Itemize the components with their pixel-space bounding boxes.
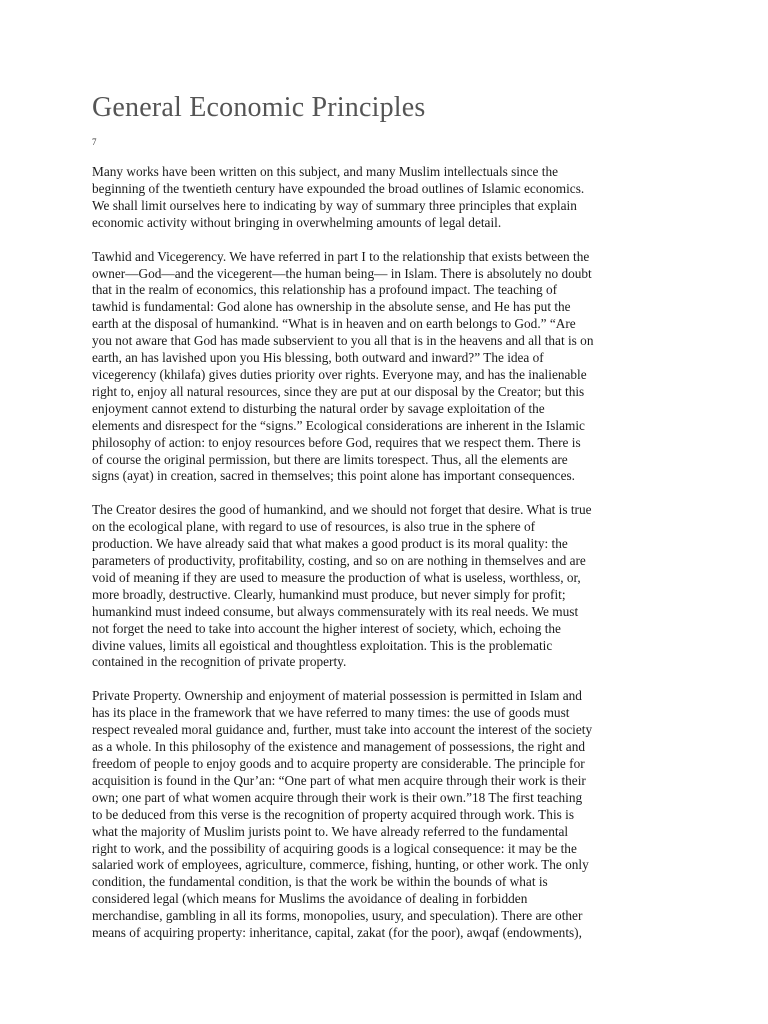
paragraph bbox=[92, 249, 682, 486]
text-line: own; one part of what women acquire through their work is their own.”18 The first teaching bbox=[92, 789, 583, 805]
text-line: that in the realm of economics, this relationship has a profound impact. The teaching of bbox=[92, 282, 558, 298]
paragraph bbox=[92, 502, 682, 671]
text-line: enjoyment cannot extend to disturbing the natural order by savage exploitation of the bbox=[92, 400, 545, 416]
text-line: of course the original permission, but there are limits torespect. Thus, all the elements are bbox=[92, 451, 568, 467]
text-line: divine values, limits all egoistical and thoughtless exploitation. This is the problematic bbox=[92, 637, 553, 653]
paragraph bbox=[92, 688, 682, 942]
text-line: Private Property. Ownership and enjoyment of material possession is permitted in Islam and bbox=[92, 688, 582, 704]
text-line: right to, enjoy all natural resources, since they are put at our disposal by the Creator; but this bbox=[92, 383, 585, 399]
text-line: production. We have already said that what makes a good product is its moral quality: the bbox=[92, 536, 568, 552]
text-line: to be deduced from this verse is the recognition of property acquired through work. This is bbox=[92, 806, 575, 822]
text-line: contained in the recognition of private property. bbox=[92, 654, 347, 670]
text-line: salaried work of employees, agriculture, commerce, fishing, hunting, or other work. The only bbox=[92, 857, 589, 873]
text-line: owner—God—and the vicegerent—the human being— in Islam. There is absolutely no doubt bbox=[92, 265, 592, 281]
text-line: merchandise, gambling in all its forms, monopolies, usury, and speculation). There are other bbox=[92, 908, 583, 924]
text-line: earth at the disposal of humankind. “What is in heaven and on earth belongs to God.” “Are bbox=[92, 316, 576, 332]
text-line: beginning of the twentieth century have expounded the broad outlines of Islamic economics. bbox=[92, 180, 585, 196]
document-body bbox=[92, 164, 682, 942]
text-line: right to work, and the possibility of acquiring goods is a logical consequence: it may be the bbox=[92, 840, 577, 856]
text-line: as a whole. In this philosophy of the existence and management of possessions, the right and bbox=[92, 739, 585, 755]
text-line: signs (ayat) in creation, sacred in themselves; this point alone has important consequences. bbox=[92, 468, 575, 484]
text-line: more broadly, destructive. Clearly, humankind must produce, but never simply for profit; bbox=[92, 586, 566, 602]
text-line: acquisition is found in the Qur’an: “One part of what men acquire through their work is their bbox=[92, 772, 586, 788]
text-line: philosophy of action: to enjoy resources before God, requires that we respect them. There is bbox=[92, 434, 581, 450]
text-line: We shall limit ourselves here to indicating by way of summary three principles that explain bbox=[92, 197, 577, 213]
text-line: respect revealed moral guidance and, further, must take into account the interest of the society bbox=[92, 722, 593, 738]
text-line: parameters of productivity, profitability, costing, and so on are nothing in themselves and are bbox=[92, 553, 586, 569]
text-line: earth, an has lavished upon you His blessing, both outward and inward?” The idea of bbox=[92, 350, 544, 366]
text-line: what the majority of Muslim jurists point to. We have already referred to the fundamental bbox=[92, 823, 569, 839]
text-line: tawhid is fundamental: God alone has ownership in the absolute sense, and He has put the bbox=[92, 299, 571, 315]
text-line: void of meaning if they are used to measure the production of what is useless, worthless, or, bbox=[92, 569, 581, 585]
text-line: elements and disrespect for the “signs.” Ecological considerations are inherent in the Islamic bbox=[92, 417, 585, 433]
text-line: has its place in the framework that we have referred to many times: the use of goods must bbox=[92, 705, 570, 721]
paragraph bbox=[92, 164, 682, 232]
text-line: Tawhid and Vicegerency. We have referred in part I to the relationship that exists between the bbox=[92, 248, 590, 264]
text-line: you not aware that God has made subservient to you all that is in the heavens and all that is on bbox=[92, 333, 594, 349]
text-line: considered legal (which means for Muslims the avoidance of dealing in forbidden bbox=[92, 891, 528, 907]
text-line: means of acquiring property: inheritance, capital, zakat (for the poor), awqaf (endowments), bbox=[92, 925, 582, 941]
page-title: General Economic Principles bbox=[92, 92, 426, 123]
footnote-marker: 7 bbox=[92, 137, 97, 147]
text-line: condition, the fundamental condition, is that the work be within the bounds of what is bbox=[92, 874, 548, 890]
text-line: economic activity without bringing in overwhelming amounts of legal detail. bbox=[92, 214, 502, 230]
text-line: not forget the need to take into account the higher interest of society, which, echoing the bbox=[92, 620, 561, 636]
text-line: Many works have been written on this subject, and many Muslim intellectuals since the bbox=[92, 164, 559, 179]
text-line: The Creator desires the good of humankind, and we should not forget that desire. What is true bbox=[92, 502, 592, 518]
text-line: vicegerency (khilafa) gives duties priority over rights. Everyone may, and has the inalienable bbox=[92, 366, 587, 382]
text-line: humankind must indeed consume, but always commensurately with its real needs. We must bbox=[92, 603, 579, 619]
document-page bbox=[92, 90, 682, 959]
text-line: on the ecological plane, with regard to use of resources, is also true in the sphere of bbox=[92, 519, 536, 535]
text-line: freedom of people to enjoy goods and to acquire property are considerable. The principle for bbox=[92, 756, 585, 771]
